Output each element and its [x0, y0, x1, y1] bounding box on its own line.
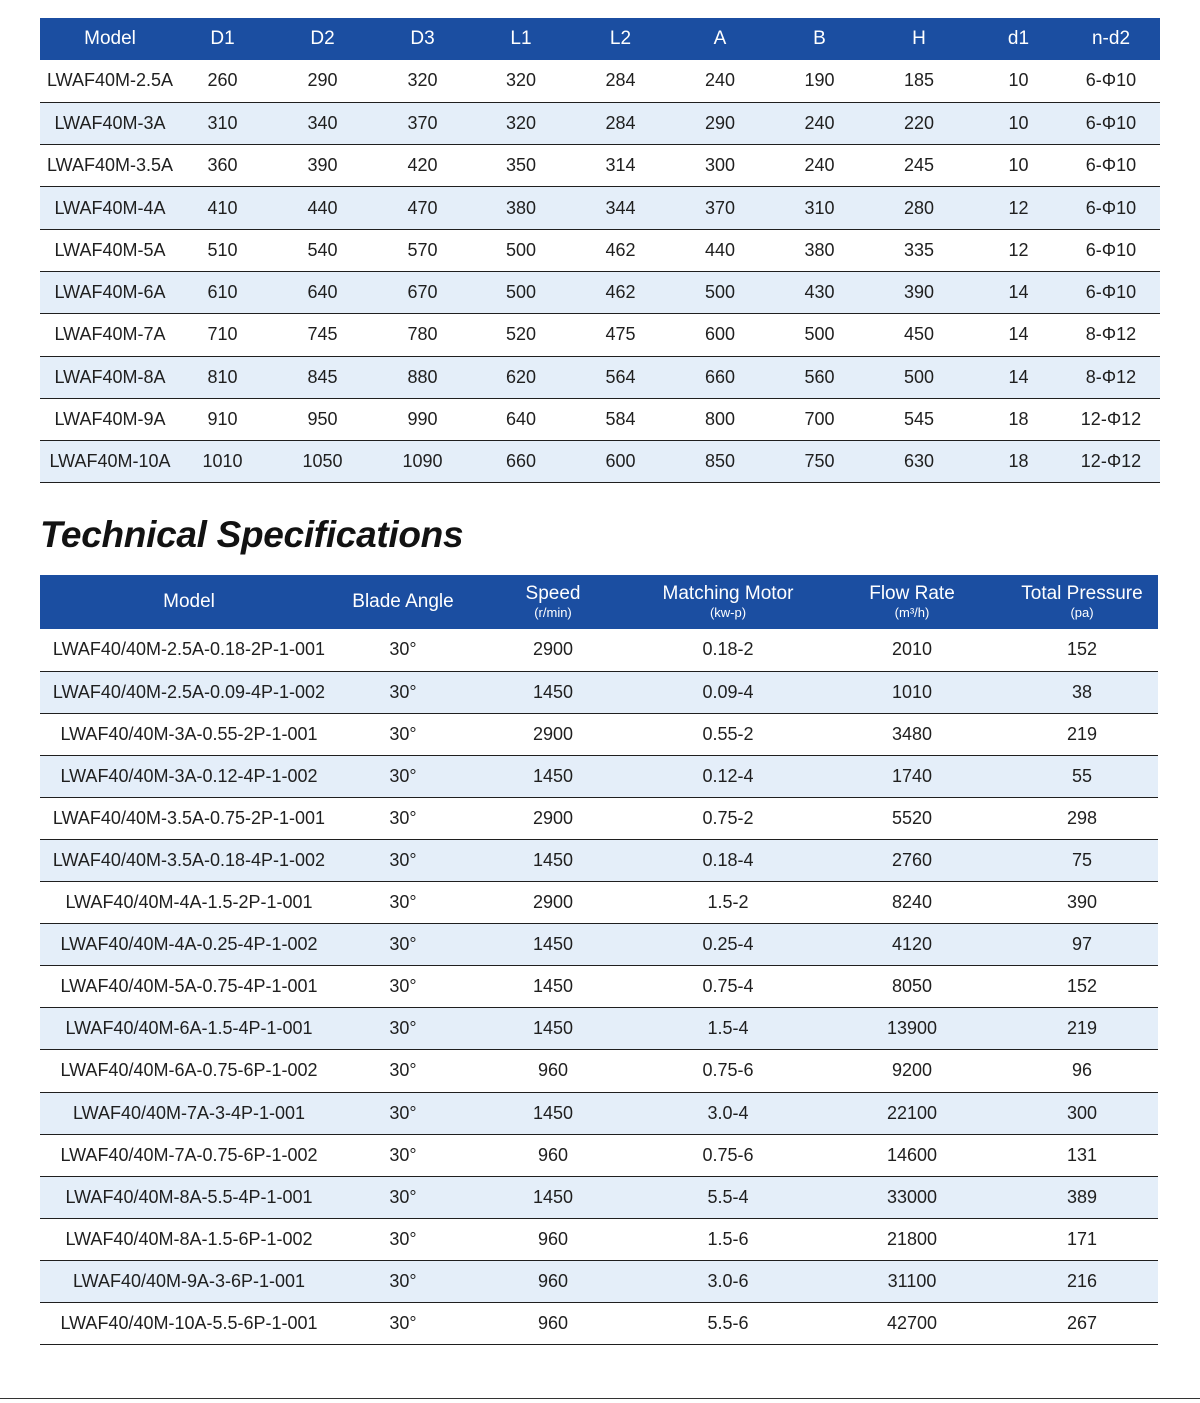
spec-value-cell: 9200	[891, 1060, 933, 1081]
spec-value-cell: 30°	[389, 807, 417, 828]
dim-value-cell: 390	[903, 282, 935, 303]
dim-value-cell: 14	[1008, 282, 1029, 303]
dim-value-cell: 240	[804, 112, 835, 133]
dim-header-cell: L1	[510, 28, 532, 49]
spec-value-cell: 14600	[886, 1144, 938, 1165]
table-row	[40, 713, 1158, 755]
table-row	[40, 1303, 1158, 1345]
table-row	[40, 1260, 1158, 1302]
spec-header-cell	[338, 575, 468, 629]
dim-value-cell: 220	[903, 112, 935, 133]
dim-value-cell: 630	[903, 451, 935, 472]
dim-value-cell: 670	[407, 282, 438, 303]
dim-value-cell: 600	[704, 324, 736, 345]
table-row	[40, 102, 1160, 144]
dim-header-cell: A	[713, 28, 727, 49]
dim-value-cell: 462	[605, 239, 636, 260]
table-row	[40, 60, 1160, 102]
spec-value-cell: 216	[1066, 1270, 1098, 1291]
dim-value-cell: 320	[505, 70, 537, 91]
dim-value-cell: 300	[704, 155, 736, 176]
spec-header-cell	[818, 575, 1006, 629]
spec-value-cell: 1010	[891, 681, 933, 702]
spec-value-cell: 1450	[532, 976, 574, 997]
dimensions-table-body	[40, 60, 1160, 483]
table-row	[40, 1008, 1158, 1050]
dim-value-cell: 470	[407, 197, 438, 218]
dim-value-cell: 380	[804, 239, 835, 260]
spec-value-cell: 5.5-4	[707, 1186, 749, 1207]
spec-value-cell: 55	[1071, 765, 1093, 786]
dim-value-cell: 344	[605, 197, 636, 218]
model-cell: LWAF40/40M-4A-1.5-2P-1-001	[65, 892, 313, 913]
dim-value-cell: 8-Φ12	[1085, 366, 1137, 387]
model-cell: LWAF40/40M-8A-5.5-4P-1-001	[65, 1186, 313, 1207]
spec-value-cell: 2900	[532, 639, 574, 660]
dim-value-cell: 640	[505, 409, 537, 430]
dim-header-cell: d1	[1007, 28, 1030, 49]
dim-value-cell: 12	[1008, 197, 1029, 218]
dim-value-cell: 475	[605, 324, 636, 345]
model-cell: LWAF40M-7A	[54, 324, 166, 345]
table-row	[40, 356, 1160, 398]
spec-value-cell: 1450	[532, 1102, 574, 1123]
spec-value-cell: 0.18-2	[702, 639, 754, 660]
dim-value-cell: 584	[605, 409, 636, 430]
spec-value-cell: 960	[537, 1228, 569, 1249]
spec-value-cell: 5520	[891, 807, 933, 828]
dim-value-cell: 350	[505, 155, 537, 176]
dim-value-cell: 10	[1008, 155, 1029, 176]
dim-value-cell: 660	[704, 366, 736, 387]
table-row	[40, 145, 1160, 187]
dim-header-cell: Model	[84, 28, 136, 49]
dim-value-cell: 6-Φ10	[1085, 112, 1137, 133]
dim-value-cell: 314	[605, 155, 636, 176]
spec-value-cell: 1450	[532, 1186, 574, 1207]
spec-value-cell: 1740	[891, 765, 933, 786]
spec-header-label: Speed	[525, 583, 581, 605]
model-cell: LWAF40/40M-6A-0.75-6P-1-002	[60, 1060, 318, 1081]
dim-value-cell: 845	[307, 366, 338, 387]
dim-value-cell: 260	[207, 70, 238, 91]
table-row	[40, 229, 1160, 271]
spec-header-cell	[468, 575, 638, 629]
table-row	[40, 1050, 1158, 1092]
spec-value-cell: 219	[1066, 723, 1098, 744]
table-row	[40, 755, 1158, 797]
dim-value-cell: 240	[704, 70, 736, 91]
model-cell: LWAF40/40M-5A-0.75-4P-1-001	[60, 976, 318, 997]
model-cell: LWAF40M-4A	[54, 197, 166, 218]
spec-value-cell: 960	[537, 1270, 569, 1291]
dim-value-cell: 6-Φ10	[1085, 282, 1137, 303]
dim-value-cell: 810	[207, 366, 238, 387]
model-cell: LWAF40/40M-3.5A-0.75-2P-1-001	[52, 807, 326, 828]
dim-value-cell: 570	[407, 239, 438, 260]
dim-value-cell: 370	[407, 112, 438, 133]
dim-value-cell: 284	[605, 112, 636, 133]
table-row	[40, 629, 1158, 671]
model-cell: LWAF40M-10A	[49, 451, 171, 472]
spec-header-cell	[40, 575, 338, 629]
dim-header-cell: B	[813, 28, 826, 49]
model-cell: LWAF40/40M-3A-0.12-4P-1-002	[60, 765, 318, 786]
dim-value-cell: 280	[903, 197, 935, 218]
table-row	[40, 1092, 1158, 1134]
spec-value-cell: 2900	[532, 892, 574, 913]
dim-value-cell: 510	[207, 239, 238, 260]
dim-value-cell: 290	[704, 112, 736, 133]
model-cell: LWAF40M-9A	[54, 409, 166, 430]
dim-value-cell: 560	[804, 366, 835, 387]
dim-value-cell: 462	[605, 282, 636, 303]
dim-value-cell: 190	[804, 70, 835, 91]
model-cell: LWAF40/40M-2.5A-0.09-4P-1-002	[52, 681, 326, 702]
table-row	[40, 797, 1158, 839]
dim-value-cell: 240	[804, 155, 835, 176]
dim-value-cell: 12	[1008, 239, 1029, 260]
spec-value-cell: 8240	[891, 892, 933, 913]
dim-value-cell: 780	[407, 324, 438, 345]
spec-value-cell: 2760	[891, 850, 933, 871]
spec-value-cell: 1450	[532, 850, 574, 871]
dim-value-cell: 1050	[302, 451, 343, 472]
model-cell: LWAF40/40M-8A-1.5-6P-1-002	[65, 1228, 313, 1249]
spec-value-cell: 0.75-6	[702, 1144, 754, 1165]
table-row	[40, 882, 1158, 924]
spec-value-cell: 2010	[891, 639, 933, 660]
dim-value-cell: 320	[505, 112, 537, 133]
spec-value-cell: 3480	[891, 723, 933, 744]
model-cell: LWAF40M-8A	[54, 366, 166, 387]
spec-header-cell	[1006, 575, 1158, 629]
spec-value-cell: 960	[537, 1313, 569, 1334]
table-row	[40, 924, 1158, 966]
model-cell: LWAF40M-5A	[54, 239, 166, 260]
spec-value-cell: 30°	[389, 1060, 417, 1081]
spec-value-cell: 30°	[389, 639, 417, 660]
dim-value-cell: 660	[505, 451, 537, 472]
spec-value-cell: 267	[1066, 1313, 1098, 1334]
dim-value-cell: 450	[903, 324, 935, 345]
spec-value-cell: 0.18-4	[702, 850, 754, 871]
spec-value-cell: 30°	[389, 1018, 417, 1039]
model-cell: LWAF40/40M-7A-0.75-6P-1-002	[60, 1144, 318, 1165]
spec-header-cell	[638, 575, 818, 629]
spec-value-cell: 960	[537, 1060, 569, 1081]
dim-value-cell: 440	[307, 197, 338, 218]
dim-value-cell: 620	[505, 366, 537, 387]
table-row	[40, 839, 1158, 881]
spec-value-cell: 0.25-4	[702, 934, 754, 955]
spec-header-label: Total Pressure	[1021, 583, 1143, 605]
spec-value-cell: 4120	[891, 934, 933, 955]
spec-value-cell: 42700	[886, 1313, 938, 1334]
dim-header-cell: D1	[210, 28, 235, 49]
dim-value-cell: 880	[407, 366, 438, 387]
spec-header-unit: (pa)	[1070, 605, 1094, 621]
spec-value-cell: 1.5-6	[707, 1228, 749, 1249]
dim-value-cell: 10	[1008, 70, 1029, 91]
dim-value-cell: 380	[505, 197, 537, 218]
model-cell: LWAF40/40M-3.5A-0.18-4P-1-002	[52, 850, 326, 871]
dim-value-cell: 745	[307, 324, 338, 345]
spec-header-label: Matching Motor	[662, 583, 794, 605]
spec-value-cell: 30°	[389, 1228, 417, 1249]
dim-value-cell: 320	[407, 70, 438, 91]
spec-value-cell: 0.55-2	[702, 723, 754, 744]
spec-value-cell: 2900	[532, 807, 574, 828]
dim-value-cell: 420	[407, 155, 438, 176]
dim-value-cell: 545	[903, 409, 935, 430]
dim-header-cell: L2	[609, 28, 632, 49]
spec-value-cell: 298	[1066, 807, 1098, 828]
spec-value-cell: 97	[1071, 934, 1093, 955]
dim-value-cell: 990	[407, 409, 438, 430]
spec-value-cell: 30°	[389, 765, 417, 786]
spec-value-cell: 1450	[532, 934, 574, 955]
table-row	[40, 966, 1158, 1008]
dim-value-cell: 500	[505, 239, 537, 260]
dim-value-cell: 18	[1008, 409, 1029, 430]
page-bottom-rule	[0, 1398, 1200, 1403]
model-cell: LWAF40/40M-9A-3-6P-1-001	[72, 1270, 306, 1291]
dim-header-cell: H	[912, 28, 926, 49]
dim-value-cell: 1010	[202, 451, 243, 472]
model-cell: LWAF40/40M-7A-3-4P-1-001	[72, 1102, 306, 1123]
spec-value-cell: 33000	[886, 1186, 938, 1207]
dim-value-cell: 600	[605, 451, 636, 472]
model-cell: LWAF40/40M-4A-0.25-4P-1-002	[60, 934, 318, 955]
model-cell: LWAF40/40M-6A-1.5-4P-1-001	[65, 1018, 313, 1039]
spec-value-cell: 219	[1066, 1018, 1098, 1039]
dim-value-cell: 14	[1008, 324, 1029, 345]
dim-value-cell: 245	[903, 155, 935, 176]
dim-value-cell: 500	[804, 324, 835, 345]
spec-value-cell: 0.75-4	[702, 976, 754, 997]
spec-value-cell: 171	[1066, 1228, 1098, 1249]
spec-header-unit: (m³/h)	[894, 605, 930, 621]
table-row	[40, 671, 1158, 713]
spec-header-label: Blade Angle	[352, 591, 454, 613]
table-row	[40, 271, 1160, 313]
dim-value-cell: 710	[207, 324, 238, 345]
spec-value-cell: 1450	[532, 765, 574, 786]
dim-value-cell: 610	[207, 282, 238, 303]
spec-value-cell: 0.75-2	[702, 807, 754, 828]
dim-value-cell: 540	[307, 239, 338, 260]
spec-value-cell: 2900	[532, 723, 574, 744]
dim-value-cell: 284	[605, 70, 636, 91]
dim-value-cell: 310	[804, 197, 835, 218]
dim-value-cell: 340	[307, 112, 338, 133]
dimensions-table	[40, 18, 1160, 483]
dim-value-cell: 6-Φ10	[1085, 70, 1137, 91]
table-row	[40, 1218, 1158, 1260]
spec-value-cell: 30°	[389, 1313, 417, 1334]
spec-header-label: Flow Rate	[869, 583, 955, 605]
dim-value-cell: 564	[605, 366, 636, 387]
table-row	[40, 1176, 1158, 1218]
spec-value-cell: 0.09-4	[702, 681, 754, 702]
spec-value-cell: 960	[537, 1144, 569, 1165]
spec-value-cell: 21800	[886, 1228, 938, 1249]
dimensions-table-header	[40, 18, 1160, 60]
dim-value-cell: 6-Φ10	[1085, 155, 1137, 176]
spec-value-cell: 30°	[389, 1144, 417, 1165]
dim-value-cell: 290	[307, 70, 338, 91]
spec-value-cell: 31100	[887, 1270, 937, 1291]
specifications-table	[40, 575, 1158, 1345]
spec-value-cell: 1.5-4	[707, 1018, 749, 1039]
model-cell: LWAF40M-3A	[54, 112, 166, 133]
spec-value-cell: 22100	[886, 1102, 938, 1123]
spec-value-cell: 300	[1066, 1102, 1098, 1123]
dim-value-cell: 185	[903, 70, 935, 91]
dim-value-cell: 12-Φ12	[1080, 409, 1142, 430]
dim-value-cell: 310	[207, 112, 238, 133]
dim-value-cell: 640	[307, 282, 338, 303]
specifications-table-body	[40, 629, 1158, 1345]
spec-value-cell: 30°	[389, 1102, 417, 1123]
dim-value-cell: 520	[505, 324, 537, 345]
dim-value-cell: 950	[307, 409, 338, 430]
model-cell: LWAF40/40M-3A-0.55-2P-1-001	[60, 723, 318, 744]
table-row	[40, 187, 1160, 229]
table-row	[40, 314, 1160, 356]
spec-value-cell: 3.0-4	[707, 1102, 749, 1123]
spec-value-cell: 30°	[389, 723, 417, 744]
model-cell: LWAF40/40M-10A-5.5-6P-1-001	[60, 1313, 318, 1334]
dim-header-cell: n-d2	[1091, 28, 1131, 49]
specifications-table-header	[40, 575, 1158, 629]
table-row	[40, 441, 1160, 483]
spec-value-cell: 0.75-6	[702, 1060, 754, 1081]
table-row	[40, 398, 1160, 440]
dim-value-cell: 370	[704, 197, 736, 218]
dim-value-cell: 910	[207, 409, 238, 430]
spec-header-unit: (kw-p)	[709, 605, 747, 621]
spec-value-cell: 152	[1066, 976, 1098, 997]
dim-value-cell: 500	[704, 282, 736, 303]
dim-header-cell: D2	[310, 28, 335, 49]
spec-value-cell: 1.5-2	[707, 892, 749, 913]
spec-value-cell: 96	[1071, 1060, 1093, 1081]
spec-value-cell: 1450	[532, 1018, 574, 1039]
spec-value-cell: 30°	[389, 681, 417, 702]
dim-value-cell: 440	[704, 239, 736, 260]
model-cell: LWAF40/40M-2.5A-0.18-2P-1-001	[52, 639, 326, 660]
spec-value-cell: 30°	[389, 892, 417, 913]
section-title: Technical Specifications	[40, 514, 464, 555]
dim-value-cell: 10	[1008, 112, 1029, 133]
dim-value-cell: 12-Φ12	[1080, 451, 1142, 472]
dim-value-cell: 390	[307, 155, 338, 176]
dim-value-cell: 335	[903, 239, 935, 260]
dim-value-cell: 750	[804, 451, 835, 472]
spec-header-unit: (r/min)	[534, 605, 572, 621]
spec-value-cell: 30°	[389, 1186, 417, 1207]
dim-value-cell: 430	[804, 282, 835, 303]
spec-value-cell: 30°	[389, 934, 417, 955]
spec-value-cell: 390	[1066, 892, 1098, 913]
spec-value-cell: 38	[1071, 681, 1093, 702]
dim-value-cell: 500	[903, 366, 935, 387]
spec-value-cell: 75	[1071, 850, 1093, 871]
spec-value-cell: 30°	[389, 976, 417, 997]
spec-value-cell: 1450	[532, 681, 574, 702]
spec-value-cell: 0.12-4	[702, 765, 754, 786]
dim-value-cell: 6-Φ10	[1085, 239, 1137, 260]
spec-value-cell: 131	[1066, 1144, 1098, 1165]
spec-value-cell: 152	[1066, 639, 1098, 660]
spec-header-label: Model	[163, 591, 215, 613]
dim-value-cell: 360	[207, 155, 238, 176]
spec-value-cell: 3.0-6	[707, 1270, 749, 1291]
model-cell: LWAF40M-2.5A	[46, 70, 174, 91]
dim-value-cell: 1090	[402, 451, 443, 472]
dim-value-cell: 700	[804, 409, 835, 430]
table-row	[40, 1134, 1158, 1176]
spec-value-cell: 5.5-6	[707, 1313, 749, 1334]
spec-value-cell: 389	[1066, 1186, 1098, 1207]
dim-value-cell: 6-Φ10	[1085, 197, 1137, 218]
spec-value-cell: 13900	[886, 1018, 938, 1039]
dim-value-cell: 800	[704, 409, 736, 430]
dim-value-cell: 14	[1008, 366, 1029, 387]
dim-value-cell: 500	[505, 282, 537, 303]
dim-value-cell: 850	[704, 451, 736, 472]
spec-value-cell: 30°	[389, 850, 417, 871]
dim-value-cell: 8-Φ12	[1085, 324, 1137, 345]
dim-value-cell: 18	[1008, 451, 1029, 472]
dim-value-cell: 410	[207, 197, 238, 218]
model-cell: LWAF40M-6A	[54, 282, 166, 303]
spec-value-cell: 30°	[389, 1270, 417, 1291]
model-cell: LWAF40M-3.5A	[46, 155, 174, 176]
spec-value-cell: 8050	[891, 976, 933, 997]
dim-header-cell: D3	[410, 28, 435, 49]
